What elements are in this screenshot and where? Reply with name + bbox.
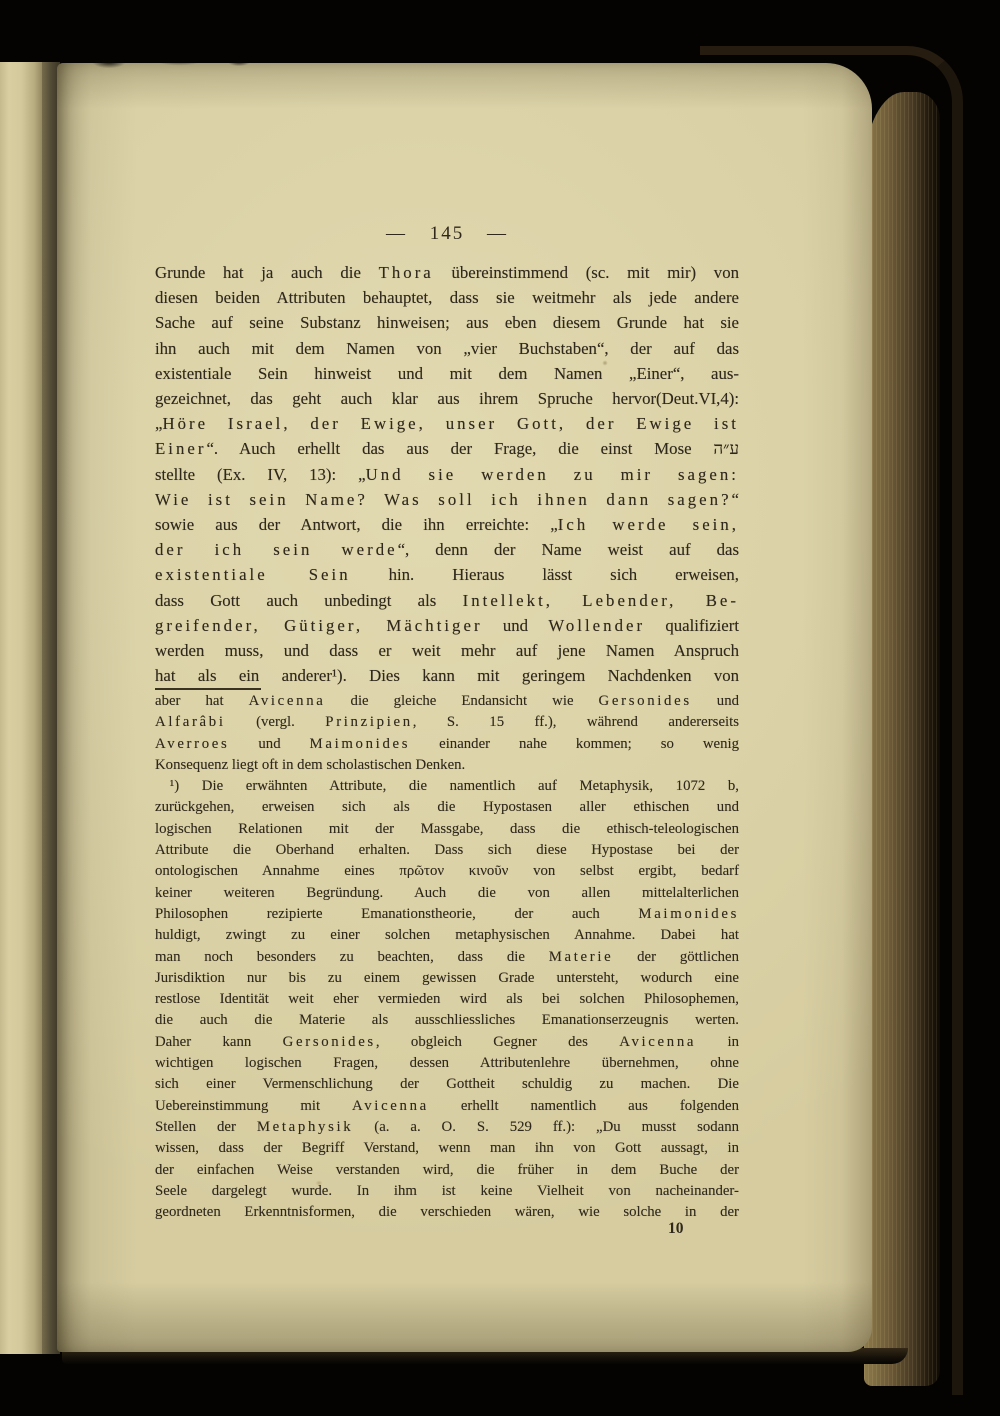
- text-line: Averroes und Maimonides einander nahe kommen; so wenig: [155, 735, 739, 752]
- text-line: existentiale Sein hinweist und mit dem Namen „Einer“, aus-: [155, 363, 739, 383]
- text-line: Wie ist sein Name? Was soll ich ihnen dann sagen?“: [155, 489, 739, 509]
- text-line: „Höre Israel, der Ewige, unser Gott, der Ewige ist: [155, 414, 739, 434]
- text-line: Seele dargelegt wurde. In ihm ist keine Vielheit von nacheinander-: [155, 1182, 739, 1199]
- text-line: Uebereinstimmung mit Avicenna erhellt namentlich aus folgenden: [155, 1097, 739, 1114]
- text-line: hat als ein anderer¹). Dies kann mit geringem Nachdenken von: [155, 666, 739, 686]
- text-line: existentiale Sein hin. Hieraus lässt sich erweisen,: [155, 565, 739, 585]
- main-text-block: [155, 260, 739, 688]
- fore-edge-pages: [864, 92, 940, 1386]
- text-line: ¹) Die erwähnten Attribute, die namentlich auf Metaphysik, 1072 b,: [155, 778, 739, 795]
- text-line: der einfachen Weise verstanden wird, die früher in dem Buche der: [155, 1161, 739, 1178]
- footnote-separator-rule: [155, 688, 261, 690]
- text-line: wissen, dass der Begriff Verstand, wenn man ihn von Gott aussagt, in: [155, 1140, 739, 1157]
- text-line: logischen Relationen mit der Massgabe, dass die ethisch-teleologischen: [155, 820, 739, 837]
- text-line: sowie aus der Antwort, die ihn erreichte: „Ich werde sein,: [155, 515, 739, 535]
- text-line: Stellen der Metaphysik (a. a. O. S. 529 ff.): „Du musst sodann: [155, 1118, 739, 1135]
- text-line: zurückgehen, erweisen sich als die Hypostasen aller ethischen und: [155, 799, 739, 816]
- text-line: Sache auf seine Substanz hinweisen; aus eben diesem Grunde hat sie: [155, 313, 739, 333]
- footnote-1: [155, 776, 739, 1223]
- text-line: man noch besonders zu beachten, dass die Materie der göttlichen: [155, 948, 740, 965]
- text-line: aber hat Avicenna die gleiche Endansicht wie Gersonides und: [155, 693, 739, 709]
- text-line: geordneten Erkenntnisformen, die verschieden wären, wie solche in der: [155, 1204, 739, 1221]
- text-line: restlose Identität weit eher vermieden wird als bei solchen Philosophemen,: [155, 991, 739, 1008]
- text-line: Konsequenz liegt oft in dem scholastischen Denken.: [155, 756, 466, 773]
- text-line: ontologischen Annahme eines πρῶτον κινοῦν von selbst ergibt, bedarf: [155, 863, 739, 880]
- text-line: die auch die Materie als ausschliessliches Emanationserzeugnis werten.: [155, 1012, 739, 1029]
- text-line: diesen beiden Attributen behauptet, dass sie weitmehr als jede andere: [155, 288, 739, 308]
- page-number-header: — 145 —: [386, 223, 508, 244]
- text-line: sich einer Vermenschlichung der Gottheit schuldig zu machen. Die: [155, 1076, 739, 1093]
- text-line: ihn auch mit dem Namen von „vier Buchstaben“, der auf das: [155, 338, 739, 358]
- text-line: Grunde hat ja auch die Thora übereinstimmend (sc. mit mir) von: [155, 263, 739, 282]
- text-line: der ich sein werde“, denn der Name weist auf das: [155, 540, 739, 560]
- text-line: Jurisdiktion nur bis zu einem gewissen Grade untersteht, wodurch eine: [155, 969, 739, 986]
- text-line: Einer“. Auch erhellt das aus der Frage, die einst Mose ע״ה: [155, 439, 739, 459]
- text-line: gezeichnet, das geht auch klar aus ihrem Spruche hervor(Deut.VI,4):: [155, 389, 739, 409]
- text-line: huldigt, zwingt zu einer solchen metaphysischen Annahme. Dabei hat: [155, 927, 739, 944]
- text-line: Attribute die Oberhand erhalten. Dass sich diese Hypostase bei der: [155, 842, 739, 859]
- text-line: stellte (Ex. IV, 13): „Und sie werden zu mir sagen:: [155, 464, 739, 484]
- text-line: Daher kann Gersonides, obgleich Gegner des Avicenna in: [155, 1033, 740, 1050]
- book-page: [57, 63, 872, 1352]
- text-line: werden muss, und dass er weit mehr auf jene Namen Anspruch: [155, 641, 739, 661]
- signature-mark: 10: [668, 1220, 684, 1237]
- text-line: keiner weiteren Begründung. Auch die von allen mittelalterlichen: [155, 884, 739, 901]
- footnote-continuation: [155, 691, 739, 776]
- text-line: Alfarâbi (vergl. Prinzipien, S. 15 ff.), während andererseits: [155, 714, 739, 731]
- text-line: greifender, Gütiger, Mächtiger und Wollender qualifiziert: [155, 615, 740, 635]
- footnote-area: [155, 691, 739, 1223]
- text-line: Philosophen rezipierte Emanationstheorie, der auch Maimonides: [155, 905, 739, 922]
- text-line: wichtigen logischen Fragen, dessen Attributenlehre übernehmen, ohne: [155, 1055, 739, 1072]
- text-line: dass Gott auch unbedingt als Intellekt, Lebender, Be-: [155, 590, 739, 610]
- facing-page-edge: [0, 62, 44, 1354]
